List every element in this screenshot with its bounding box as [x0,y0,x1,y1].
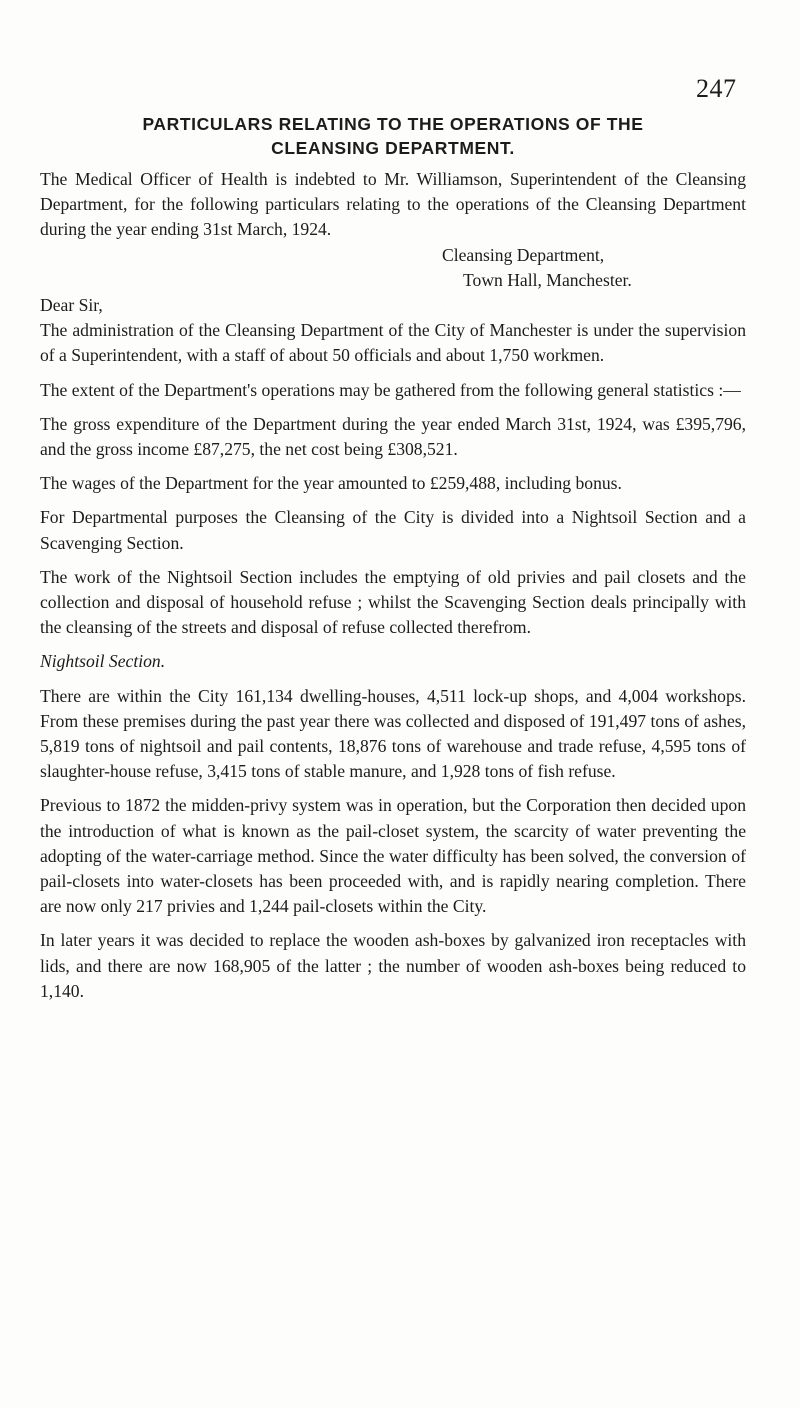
paragraph-statistics-intro: The extent of the Department's operations may be gathered from the following general statistics :— [40,379,741,400]
paragraph-wages: The wages of the Department for the year amounted to £259,488, including bonus. [40,473,622,494]
page-number: 247 [696,74,737,103]
paragraph-nightsoil-work: The work of the Nightsoil Section includes the emptying of old privies and pail closets and the collection and disposal of household refuse ; whilst the Scavenging Section deals principally with the cleansing of the streets and disposal of refuse collected therefrom. [40,566,746,638]
paragraph-staff: The administration of the Cleansing Department of the City of Manchester is under the supervision of a Superintendent, with a staff of about 50 officials and about 1,750 workmen. [40,320,746,366]
section-heading-nightsoil: Nightsoil Section. [40,651,166,672]
title-line-2: CLEANSING DEPARTMENT. [271,138,515,158]
paragraph-ash-boxes: In later years it was decided to replace the wooden ash-boxes by galvanized iron receptacles with lids, and there are now 168,905 of the latter ; the number of wooden ash-boxes being reduced to 1,140. [40,930,746,1001]
page-title [40,112,746,160]
paragraph-sections: For Departmental purposes the Cleansing of the City is divided into a Nightsoil Section and a Scavenging Section. [40,507,746,553]
paragraph-pail-closet-history: Previous to 1872 the midden-privy system was in operation, but the Corporation then decided upon the introduction of what is known as the pail-closet system, the scarcity of water preventing the adopting of the water-carriage method. Since the water difficulty has been solved, the conversion of pail-closets into water-closets has been proceeded with, and is rapidly nearing completion. There are now only 217 privies and 1,244 pail-closets within the City. [40,795,746,917]
title-line-1: PARTICULARS RELATING TO THE OPERATIONS OF THE [142,114,644,134]
salutation: Dear Sir, [40,295,103,316]
intro-paragraph: The Medical Officer of Health is indebted to Mr. Williamson, Superintendent of the Cleansing Department, for the following particulars relating to the operations of the Cleansing Department during the year ending 31st March, 1924. [40,169,746,240]
paragraph-expenditure: The gross expenditure of the Department during the year ended March 31st, 1924, was £395,796, and the gross income £87,275, the net cost being £308,521. [40,413,746,460]
paragraph-premises: There are within the City 161,134 dwelling-houses, 4,511 lock-up shops, and 4,004 workshops. From these premises during the past year there was collected and disposed of 191,497 tons of ashes, 5,819 tons of nightsoil and pail contents, 18,876 tons of warehouse and trade refuse, 4,595 tons of slaughter-house refuse, 3,415 tons of stable manure, and 1,928 tons of fish refuse. [40,685,746,782]
address-line-2: Town Hall, Manchester. [463,269,632,290]
letter-address [40,243,746,293]
address-line-1: Cleansing Department, [442,244,605,265]
document-body [40,167,746,1013]
